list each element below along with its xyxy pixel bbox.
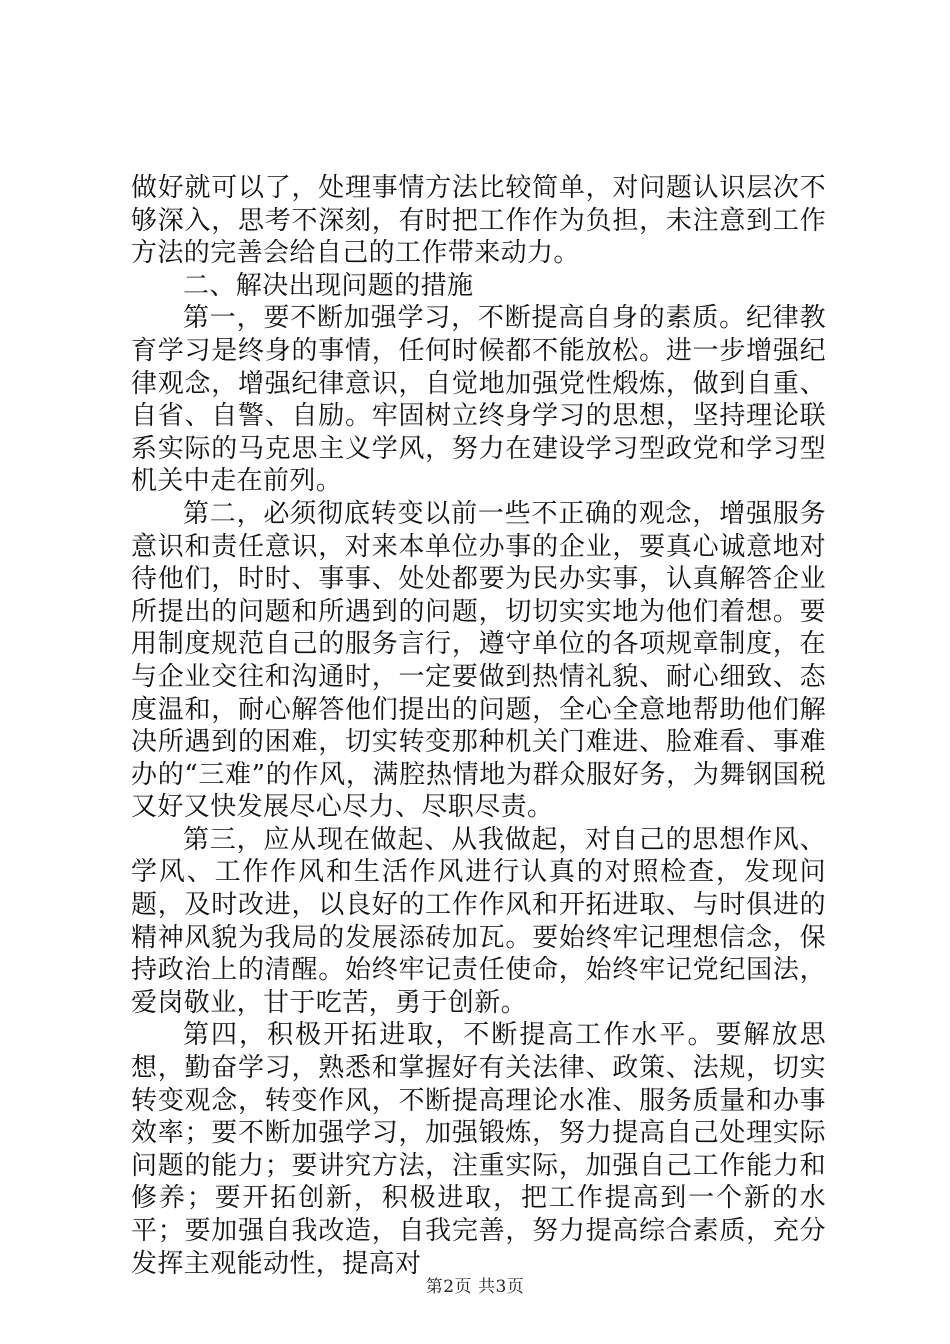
document-body bbox=[131, 172, 826, 1280]
paragraph-continuation: 做好就可以了，处理事情方法比较简单，对问题认识层次不够深入，思考不深刻，有时把工作作为负担，未注意到工作方法的完善会给自己的工作带来动力。 bbox=[131, 173, 826, 269]
paragraph-second-measure: 第二，必须彻底转变以前一些不正确的观念，增强服务意识和责任意识，对来本单位办事的企业，要真心诚意地对待他们，时时、事事、处处都要为民办实事，认真解答企业所提出的问题和所遇到的问题，切切实实地为他们着想。要用制度规范自己的服务言行，遵守单位的各项规章制度，在与企业交往和沟通时，一定要做到热情礼貌、耐心细致、态度温和，耐心解答他们提出的问题，全心全意地帮助他们解决所遇到的困难，切实转变那种机关门难进、脸难看、事难办的“三难”的作风，满腔热情地为群众服好务，为舞钢国税又好又快发展尽心尽力、尽职尽责。 bbox=[131, 498, 826, 823]
section-heading: 二、解决出现问题的措施 bbox=[183, 270, 474, 301]
page-number-footer: 第2页 共3页 bbox=[425, 1277, 525, 1297]
paragraph-third-measure: 第三，应从现在做起、从我做起，对自己的思想作风、学风、工作作风和生活作风进行认真的对照检查，发现问题，及时改进，以良好的工作作风和开拓进取、与时俱进的精神风貌为我局的发展添砖加瓦。要始终牢记理想信念，保持政治上的清醒。始终牢记责任使命，始终牢记党纪国法，爱岗敬业，甘于吃苦，勇于创新。 bbox=[131, 824, 826, 1018]
paragraph-first-measure: 第一，要不断加强学习，不断提高自身的素质。纪律教育学习是终身的事情，任何时候都不能放松。进一步增强纪律观念，增强纪律意识，自觉地加强党性煅炼，做到自重、自省、自警、自励。牢固树立终身学习的思想，坚持理论联系实际的马克思主义学风，努力在建设学习型政党和学习型机关中走在前列。 bbox=[131, 303, 826, 497]
paragraph-fourth-measure: 第四，积极开拓进取，不断提高工作水平。要解放思想，勤奋学习，熟悉和掌握好有关法律、政策、法规，切实转变观念，转变作风，不断提高理论水准、服务质量和办事效率；要不断加强学习，加强锻炼，努力提高自己处理实际问题的能力；要讲究方法，注重实际，加强自己工作能力和修养；要开拓创新，积极进取，把工作提高到一个新的水平；要加强自我改造，自我完善，努力提高综合素质，充分发挥主观能动性，提高对 bbox=[131, 1020, 826, 1279]
